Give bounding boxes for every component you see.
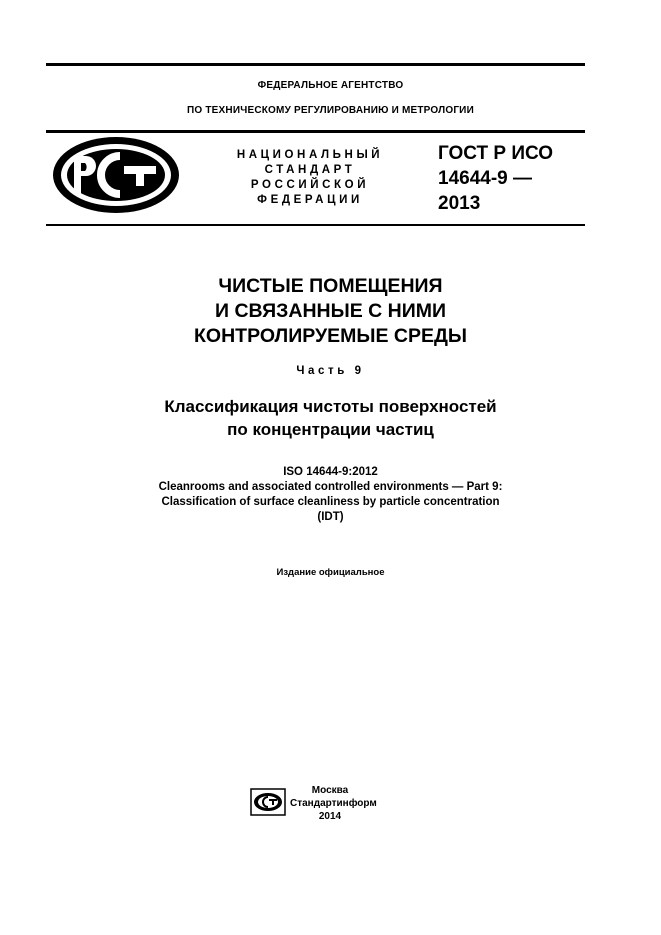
subtitle-line-1: Классификация чистоты поверхностей bbox=[164, 397, 497, 416]
publisher-name: Стандартинформ bbox=[290, 798, 377, 809]
standard-type-line-3: РОССИЙСКОЙ bbox=[250, 179, 370, 191]
rst-gost-logo-icon bbox=[50, 134, 182, 216]
document-subtitle bbox=[0, 395, 661, 441]
subtitle-line-2: по концентрации частиц bbox=[227, 420, 434, 439]
document-title bbox=[0, 274, 661, 349]
iso-line-4: (IDT) bbox=[317, 511, 344, 523]
header-bottom-rule bbox=[46, 224, 585, 226]
publisher-year: 2014 bbox=[318, 811, 342, 822]
iso-reference bbox=[0, 465, 661, 525]
standard-type-line-1: НАЦИОНАЛЬНЫЙ bbox=[236, 149, 384, 161]
standard-designation bbox=[438, 141, 598, 216]
agency-line-1: ФЕДЕРАЛЬНОЕ АГЕНТСТВО bbox=[257, 80, 404, 91]
standard-type-line-4: ФЕДЕРАЦИИ bbox=[257, 194, 363, 206]
edition-label: Издание официальное bbox=[276, 567, 385, 578]
publisher-block bbox=[290, 784, 377, 823]
standard-type bbox=[205, 148, 415, 208]
standartinform-logo-icon bbox=[250, 788, 286, 816]
iso-line-3: Classification of surface cleanliness by particle concentration bbox=[161, 496, 500, 508]
designation-line-2: 14644-9 — bbox=[438, 168, 533, 189]
standard-type-line-2: СТАНДАРТ bbox=[264, 164, 356, 176]
title-line-3: КОНТРОЛИРУЕМЫЕ СРЕДЫ bbox=[194, 325, 467, 347]
iso-line-2: Cleanrooms and associated controlled environments — Part 9: bbox=[158, 481, 503, 493]
agency-line-2: ПО ТЕХНИЧЕСКОМУ РЕГУЛИРОВАНИЮ И МЕТРОЛОГИИ bbox=[187, 105, 474, 116]
designation-line-1: ГОСТ Р ИСО bbox=[438, 143, 554, 164]
title-line-2: И СВЯЗАННЫЕ С НИМИ bbox=[215, 300, 446, 322]
top-rule bbox=[46, 63, 585, 66]
header-rule bbox=[46, 130, 585, 133]
designation-line-3: 2013 bbox=[438, 193, 481, 214]
iso-line-1: ISO 14644-9:2012 bbox=[283, 466, 378, 478]
part-label: Часть 9 bbox=[296, 365, 365, 377]
publisher-city: Москва bbox=[311, 785, 349, 796]
title-line-1: ЧИСТЫЕ ПОМЕЩЕНИЯ bbox=[218, 275, 443, 297]
